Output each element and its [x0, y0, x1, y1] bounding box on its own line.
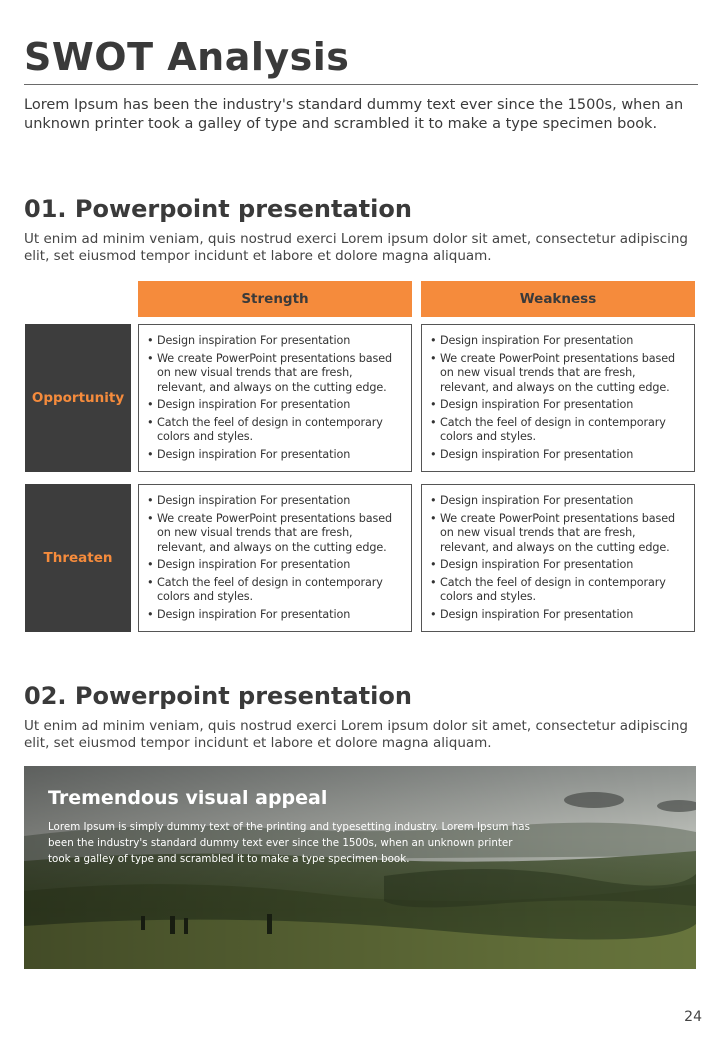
cell-threaten-strength [138, 484, 412, 632]
list-item: • Design inspiration For presentation [147, 448, 403, 463]
list-item: • Catch the feel of design in contemporary colors and styles. [147, 416, 403, 445]
list-item: • Catch the feel of design in contemporary colors and styles. [147, 576, 403, 605]
list-item: • Design inspiration For presentation [147, 608, 403, 623]
row-header-threaten: Threaten [25, 484, 131, 632]
list-item: • Design inspiration For presentation [430, 334, 686, 349]
list-item: • We create PowerPoint presentations based on new visual trends that are fresh, relevant, and always on the cutting edge. [430, 512, 686, 556]
section-2-heading: 02. Powerpoint presentation [24, 682, 412, 710]
cell-opportunity-weakness [421, 324, 695, 472]
list-item: • Catch the feel of design in contemporary colors and styles. [430, 416, 686, 445]
list-item: • Design inspiration For presentation [430, 494, 686, 509]
cell-opportunity-strength [138, 324, 412, 472]
list-item: • Design inspiration For presentation [147, 494, 403, 509]
page-number: 24 [684, 1009, 702, 1025]
list-item: • Design inspiration For presentation [147, 334, 403, 349]
title-divider [24, 84, 698, 85]
column-header-weakness: Weakness [421, 281, 695, 317]
list-item: • Design inspiration For presentation [430, 448, 686, 463]
cell-threaten-weakness [421, 484, 695, 632]
section-1-text: Ut enim ad minim veniam, quis nostrud exerci Lorem ipsum dolor sit amet, consectetur adipiscing elit, set eiusmod tempor incidunt et labore et dolore magna aliquam. [24, 231, 688, 264]
section-2-text: Ut enim ad minim veniam, quis nostrud exerci Lorem ipsum dolor sit amet, consectetur adipiscing elit, set eiusmod tempor incidunt et labore et dolore magna aliquam. [24, 718, 688, 751]
list-item: • We create PowerPoint presentations based on new visual trends that are fresh, relevant, and always on the cutting edge. [430, 352, 686, 396]
column-header-strength: Strength [138, 281, 412, 317]
photo-heading: Tremendous visual appeal [48, 787, 328, 809]
list-item: • Design inspiration For presentation [147, 398, 403, 413]
landscape-photo-banner [24, 766, 696, 969]
row-header-opportunity: Opportunity [25, 324, 131, 472]
list-item: • Design inspiration For presentation [430, 558, 686, 573]
page-title: SWOT Analysis [24, 35, 350, 79]
list-item: • Design inspiration For presentation [430, 398, 686, 413]
list-item: • We create PowerPoint presentations based on new visual trends that are fresh, relevant, and always on the cutting edge. [147, 512, 403, 556]
list-item: • We create PowerPoint presentations based on new visual trends that are fresh, relevant, and always on the cutting edge. [147, 352, 403, 396]
list-item: • Design inspiration For presentation [430, 608, 686, 623]
list-item: • Design inspiration For presentation [147, 558, 403, 573]
photo-caption: Lorem Ipsum is simply dummy text of the printing and typesetting industry. Lorem Ipsum has been the industry's standard dummy text ever since the 1500s, when an unknown printer took a galley of type and scrambled it to make a type specimen book. [48, 821, 530, 865]
intro-paragraph: Lorem Ipsum has been the industry's standard dummy text ever since the 1500s, when an unknown printer took a galley of type and scrambled it to make a type specimen book. [24, 97, 684, 132]
section-1-heading: 01. Powerpoint presentation [24, 195, 412, 223]
list-item: • Catch the feel of design in contemporary colors and styles. [430, 576, 686, 605]
